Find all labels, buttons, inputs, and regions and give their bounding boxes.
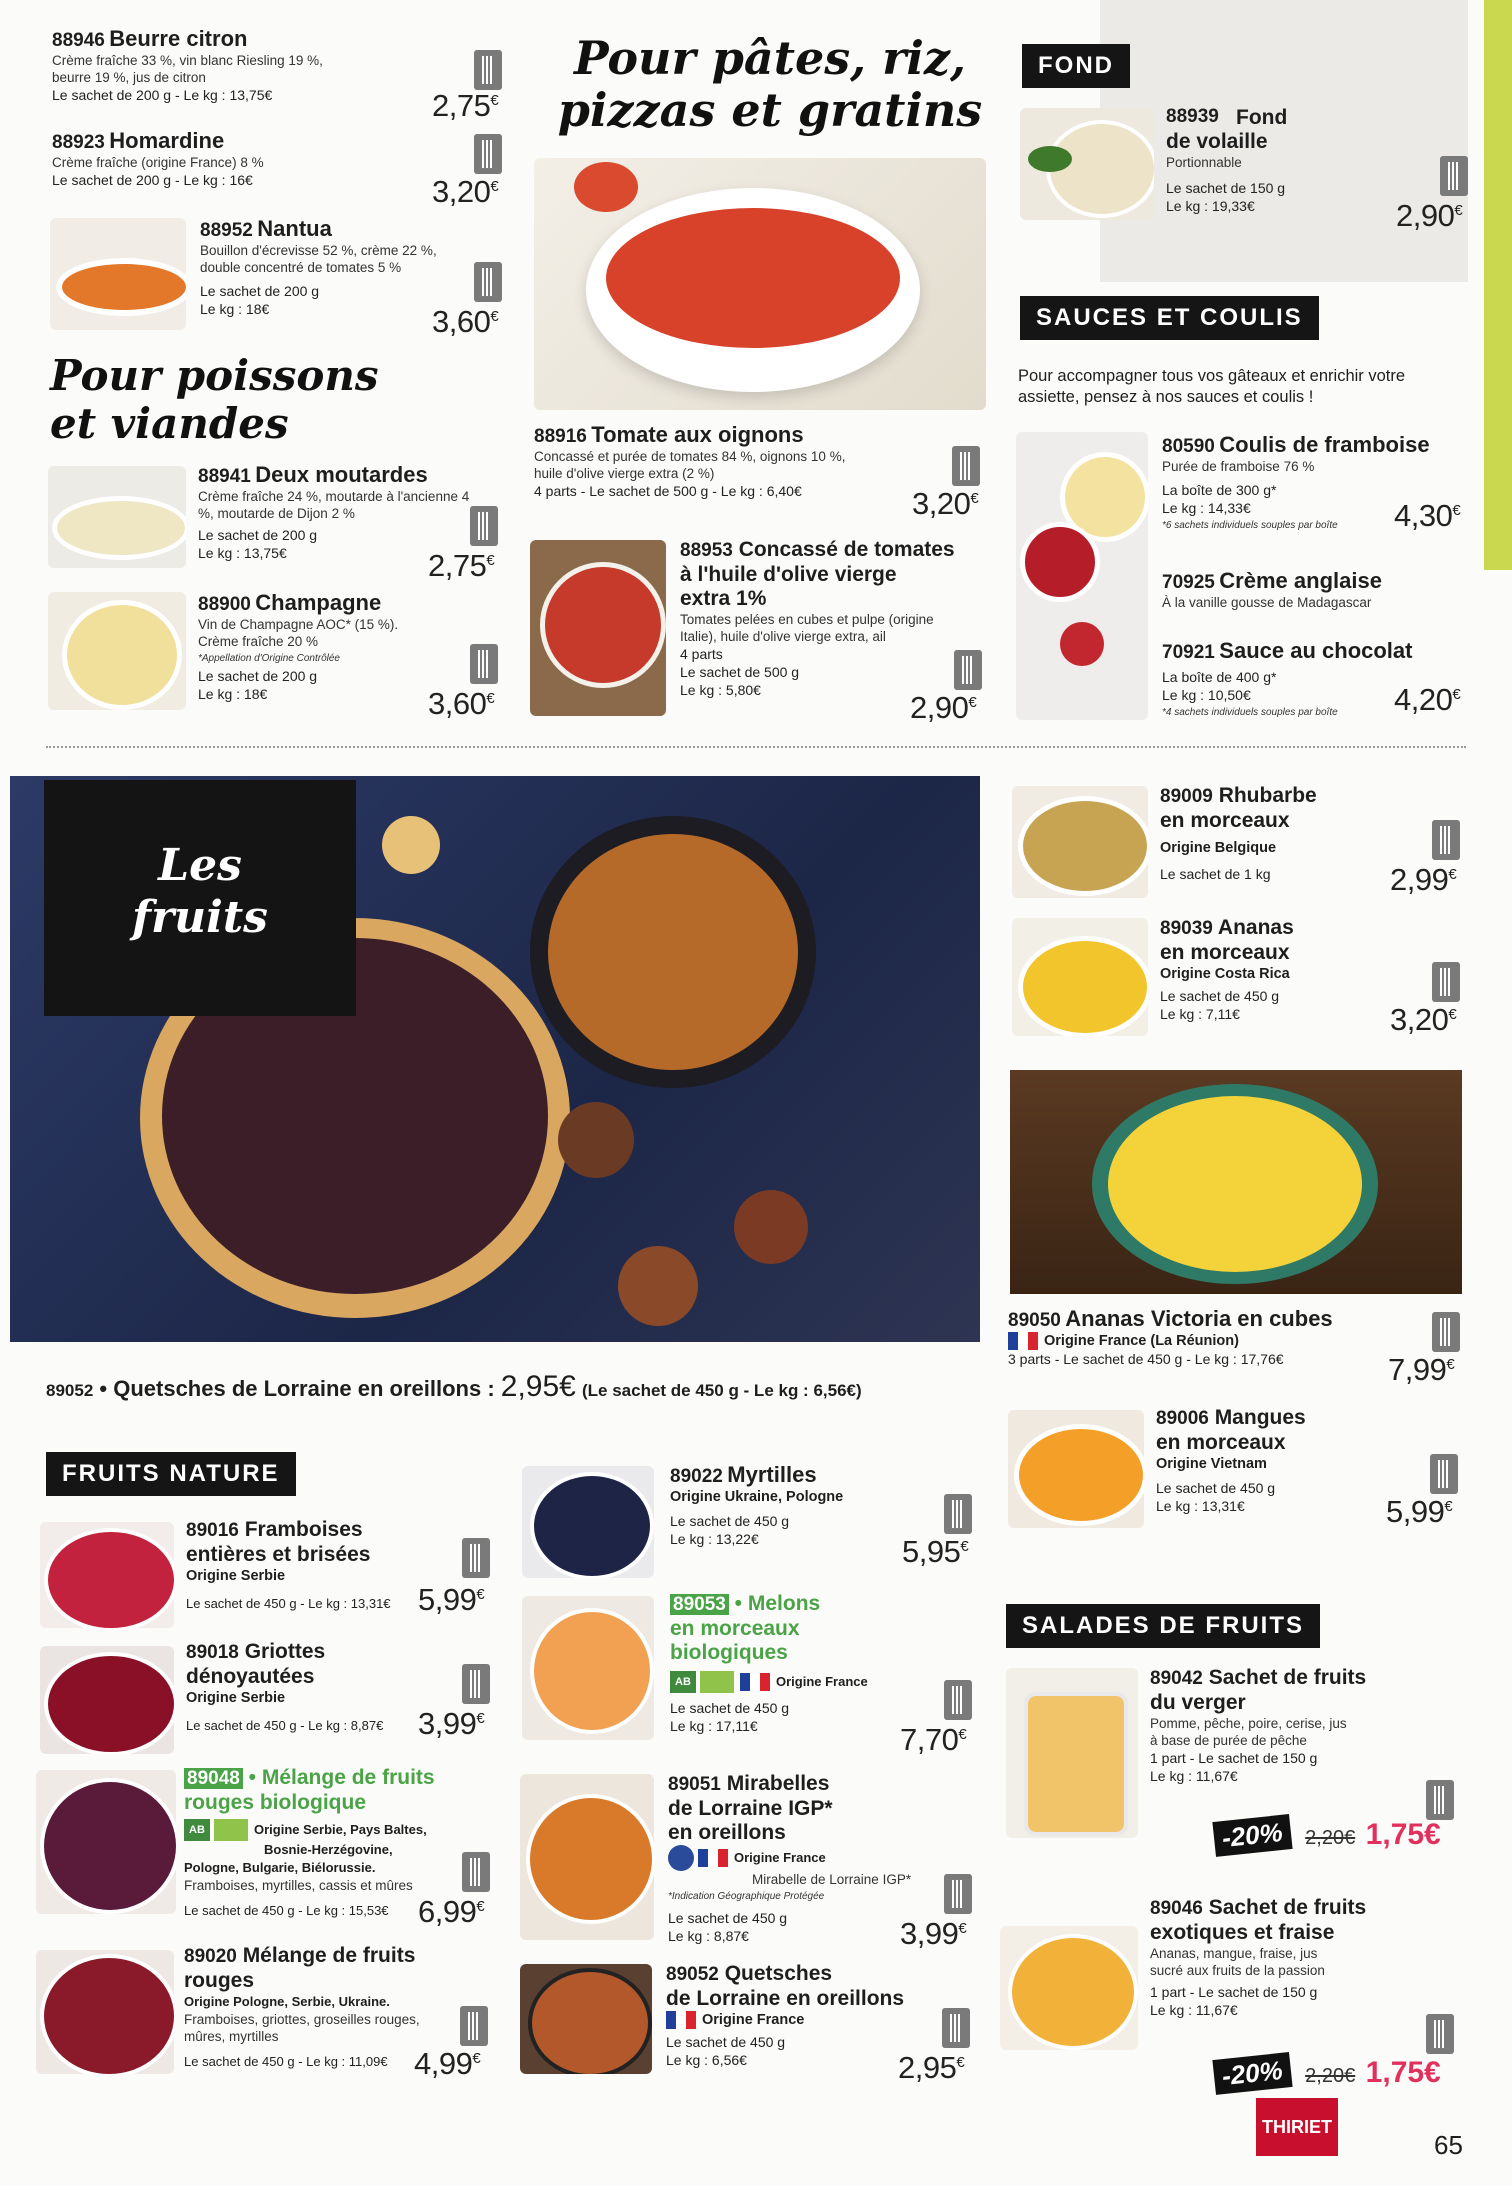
product-origin-line: Bosnie-Herzégovine, [264, 1842, 393, 1857]
product-88953[interactable] [680, 538, 980, 699]
product-name: Ananas [1217, 916, 1294, 939]
product-name: Sachet de fruits [1208, 1896, 1367, 1919]
product-88941[interactable] [198, 462, 488, 562]
product-name: Homardine [109, 128, 225, 153]
price: 5,99€ [1386, 1494, 1453, 1529]
concasse-image [530, 540, 666, 716]
product-pack: La boîte de 400 g* [1162, 669, 1277, 685]
product-name: Coulis de framboise [1219, 432, 1430, 457]
nantua-image [50, 218, 186, 330]
product-origin: Origine Vietnam [1156, 1456, 1267, 1472]
price: 3,20€ [1390, 1002, 1457, 1037]
france-flag-icon [698, 1849, 728, 1867]
product-pack: Le sachet de 200 g [198, 668, 318, 684]
price: 6,99€ [418, 1894, 485, 1929]
product-name: Griottes [244, 1640, 326, 1663]
fork-icon [462, 1852, 490, 1892]
fork-icon [1432, 1312, 1460, 1352]
fruits-rouges-bio-image [36, 1770, 176, 1914]
origin-row [666, 2011, 966, 2029]
product-code: 88916 [534, 426, 587, 447]
product-name: Myrtilles [727, 1462, 817, 1487]
product-pack: Le sachet de 150 g [1166, 180, 1286, 196]
product-desc: Framboises, griottes, groseilles rouges, mûres, myrtilles [184, 2012, 420, 2044]
fork-icon [1440, 156, 1468, 196]
fork-icon [1432, 962, 1460, 1002]
price: 4,99€ [414, 2046, 481, 2081]
product-origin: Origine Serbie [186, 1568, 286, 1584]
old-price: 2,20€ [1305, 1827, 1356, 1849]
product-desc: Pomme, pêche, poire, cerise, jus à base de purée de pêche [1150, 1716, 1347, 1748]
product-89048[interactable]: 89048 • Mélange de fruits rouges biologique AB Origine Serbie, Pays Baltes, Bosnie-Herzégovine, Pologne, Bulgarie, Biélorussie. Framboises, myrtilles, cassis et mûres Le sachet de 450 g - Le kg : 15,53€ [184, 1766, 484, 1920]
product-desc: Portionnable [1166, 155, 1242, 170]
product-name-line: de volaille [1166, 130, 1268, 153]
product-pack: Le kg : 13,75€ [198, 545, 287, 561]
fork-icon [954, 650, 982, 690]
eu-organic-icon [214, 1819, 248, 1841]
product-code: 70921 [1162, 642, 1215, 663]
fork-icon [944, 1874, 972, 1914]
origin-row [184, 1819, 484, 1841]
thiriet-logo: THIRIET [1256, 2098, 1338, 2156]
product-desc: À la vanille gousse de Madagascar [1162, 595, 1372, 610]
product-pack: La boîte de 300 g* [1162, 482, 1277, 498]
product-pack: Le kg : 18€ [200, 301, 270, 317]
product-code: 70925 [1162, 572, 1215, 593]
product-pack: Le kg : 13,31€ [1156, 1498, 1245, 1514]
product-code: 89052 [666, 1964, 719, 1985]
product-pack: Le kg : 7,11€ [1160, 1006, 1240, 1022]
product-parts: 4 parts [680, 646, 723, 662]
ab-label-icon: AB [670, 1671, 696, 1693]
tomato-sauce-image [534, 158, 986, 410]
fork-icon [462, 1664, 490, 1704]
melons-image [522, 1596, 654, 1740]
product-pack: Le sachet de 450 g [670, 1513, 790, 1529]
promo-row [1214, 1818, 1441, 1853]
origin-row [670, 1671, 960, 1693]
product-note: *4 sachets individuels souples par boîte [1162, 707, 1338, 718]
product-code: 89051 [668, 1774, 721, 1795]
product-origin: Origine Pologne, Serbie, Ukraine. [184, 1994, 390, 2009]
product-pack: Le sachet de 450 g [666, 2034, 786, 2051]
product-code: 88900 [198, 594, 251, 615]
product-89006[interactable] [1156, 1406, 1356, 1515]
product-origin-line: Pologne, Bulgarie, Biélorussie. [184, 1860, 376, 1875]
product-name: Sachet de fruits [1208, 1666, 1367, 1689]
product-desc: Bouillon d'écrevisse 52 %, crème 22 %, double concentré de tomates 5 % [200, 243, 437, 275]
quetsches-image [520, 1964, 652, 2074]
product-code: 89042 [1150, 1668, 1203, 1689]
product-pack: Le sachet de 1 kg [1160, 866, 1271, 882]
product-pack: Le kg : 5,80€ [680, 682, 761, 698]
product-origin-line: Mirabelle de Lorraine IGP* [752, 1872, 912, 1887]
product-desc: Concassé et purée de tomates 84 %, oignons 10 %, huile d'olive vierge extra (2 %) [534, 449, 846, 481]
fork-icon [1430, 1454, 1458, 1494]
product-pack: Le sachet de 450 g [668, 1910, 788, 1926]
fork-icon [470, 506, 498, 546]
fork-icon [1432, 820, 1460, 860]
product-desc: Crème fraîche 24 %, moutarde à l'ancienne 4 %, moutarde de Dijon 2 % [198, 489, 470, 521]
product-name: Mangues [1214, 1406, 1306, 1429]
price: 4,20€ [1394, 682, 1461, 717]
product-origin-row [1008, 1332, 1388, 1350]
product-name: Mirabelles [726, 1772, 830, 1795]
product-origin: Origine Ukraine, Pologne [670, 1489, 844, 1505]
section-heading: Pour poissons et viandes [50, 351, 379, 448]
origin-row [668, 1845, 958, 1871]
product-pack: Le kg : 6,56€ [666, 2052, 747, 2069]
product-name-line: en morceaux [1160, 941, 1290, 964]
fork-icon [944, 1680, 972, 1720]
price: 2,95€ [898, 2050, 965, 2085]
product-code: 89039 [1160, 918, 1213, 939]
sauces-image [1016, 432, 1148, 720]
product-pack: (Le sachet de 450 g - Le kg : 6,56€) [581, 1381, 862, 1400]
price: 2,75€ [432, 88, 499, 123]
old-price: 2,20€ [1305, 2065, 1356, 2087]
product-name: Ananas Victoria en cubes [1065, 1306, 1333, 1331]
product-note: *6 sachets individuels souples par boîte [1162, 520, 1338, 531]
product-name: Framboises [244, 1518, 363, 1541]
product-89022[interactable] [670, 1462, 930, 1548]
page-number: 65 [1434, 2130, 1463, 2160]
product-pack: 1 part - Le sachet de 150 g [1150, 1984, 1318, 2000]
eu-organic-icon [700, 1671, 734, 1693]
salade-verger-image [1006, 1668, 1138, 1838]
product-pack: Le sachet de 450 g - Le kg : 13,31€ [186, 1596, 391, 1611]
product-code: 89048 [184, 1768, 243, 1789]
product-name: Nantua [257, 216, 332, 241]
sauces-intro: Pour accompagner tous vos gâteaux et enrichir votre assiette, pensez à nos sauces et coulis ! [1018, 367, 1406, 406]
product-code: 89018 [186, 1642, 239, 1663]
product-name-line: biologiques [670, 1641, 788, 1664]
product-name: Champagne [255, 590, 382, 615]
product-pack: Le sachet de 200 g [198, 527, 318, 543]
moutardes-image [48, 466, 186, 568]
fork-icon [460, 2006, 488, 2046]
product-code: 89006 [1156, 1408, 1209, 1429]
product-pack: Le kg : 8,87€ [668, 1928, 749, 1944]
griottes-image [40, 1646, 174, 1754]
product-pack: 4 parts - Le sachet de 500 g - Le kg : 6,40€ [534, 483, 802, 499]
product-name-line: du verger [1150, 1691, 1246, 1714]
product-origin: Origine Serbie, Pays Baltes, [254, 1821, 427, 1837]
product-desc: Framboises, myrtilles, cassis et mûres [184, 1878, 413, 1893]
igp-seal-icon [668, 1845, 694, 1871]
price: 2,75€ [428, 548, 495, 583]
product-code: 88941 [198, 466, 251, 487]
product-name: Mélange de fruits [242, 1944, 416, 1967]
product-name-line: dénoyautées [186, 1665, 315, 1688]
promo-price: 1,75€ [1365, 2056, 1441, 2089]
discount-badge: -20% [1212, 1814, 1292, 1857]
ab-label-icon: AB [184, 1819, 210, 1841]
ananas-image [1012, 918, 1148, 1036]
product-name: Quetsches de Lorraine en oreillons : [113, 1376, 495, 1401]
product-name: Concassé de tomates [738, 538, 955, 561]
fork-icon [942, 2008, 970, 2048]
product-name: Deux moutardes [255, 462, 428, 487]
product-pack: Le kg : 18€ [198, 686, 268, 702]
product-desc: Ananas, mangue, fraise, jus sucré aux fruits de la passion [1150, 1946, 1325, 1978]
victoria-image [1010, 1070, 1462, 1294]
product-name: Quetsches [724, 1962, 833, 1985]
price: 2,95€ [500, 1370, 576, 1403]
product-name: Beurre citron [109, 26, 248, 51]
fork-icon [470, 644, 498, 684]
product-pack: Le kg : 11,67€ [1150, 2002, 1238, 2018]
mirabelles-image [520, 1774, 654, 1940]
product-code: 88939 [1166, 106, 1219, 127]
product-pack: Le sachet de 450 g [1156, 1480, 1276, 1496]
discount-badge: -20% [1212, 2052, 1292, 2095]
fond-tag: FOND [1022, 44, 1130, 88]
mangues-image [1008, 1410, 1144, 1528]
hero-caption: 89052 • Quetsches de Lorraine en oreillons : 2,95€ (Le sachet de 450 g - Le kg : 6,56€) [46, 1370, 862, 1403]
france-flag-icon [1008, 1332, 1038, 1350]
fork-icon [474, 134, 502, 174]
product-code: 89020 [184, 1946, 237, 1967]
fruits-nature-tag: FRUITS NATURE [46, 1452, 296, 1496]
product-89009[interactable] [1160, 784, 1360, 883]
product-code: 88953 [680, 540, 733, 561]
product-88952[interactable] [200, 216, 480, 318]
product-name-line: entières et brisées [186, 1543, 371, 1566]
framboises-image [40, 1522, 174, 1628]
product-desc: Purée de framboise 76 % [1162, 459, 1315, 474]
product-name-line: à l'huile d'olive vierge [680, 563, 897, 586]
product-desc: Crème fraîche 33 %, vin blanc Riesling 19 %, beurre 19 %, jus de citron [52, 53, 323, 85]
product-pack: Le sachet de 450 g [1160, 988, 1280, 1004]
product-pack: Le sachet de 200 g [200, 283, 320, 299]
price: 4,30€ [1394, 498, 1461, 533]
fork-icon [1426, 2014, 1454, 2054]
product-code: 80590 [1162, 436, 1215, 457]
product-code: 88952 [200, 220, 253, 241]
product-89046[interactable] [1150, 1896, 1450, 2019]
product-code: 89016 [186, 1520, 239, 1541]
product-name-line: exotiques et fraise [1150, 1921, 1335, 1944]
product-name-line: en morceaux [1156, 1431, 1286, 1454]
product-name-line: en oreillons [668, 1821, 786, 1844]
product-pack: Le kg : 11,67€ [1150, 1768, 1238, 1784]
product-pack: 1 part - Le sachet de 150 g [1150, 1750, 1318, 1766]
product-origin: Origine France [702, 2012, 805, 2028]
price: 2,90€ [1396, 198, 1463, 233]
product-pack: Le sachet de 450 g [670, 1700, 790, 1716]
product-origin: Origine France [776, 1673, 868, 1689]
price: 2,99€ [1390, 862, 1457, 897]
price: 7,99€ [1388, 1352, 1455, 1387]
product-name-line: extra 1% [680, 587, 767, 610]
price: 5,99€ [418, 1582, 485, 1617]
price: 3,60€ [428, 686, 495, 721]
product-code: 88923 [52, 132, 105, 153]
product-note: *Appellation d'Origine Contrôlée [198, 653, 340, 664]
product-pack: Le kg : 10,50€ [1162, 687, 1251, 703]
fork-icon [462, 1538, 490, 1578]
product-note: *Indication Géographique Protégée [668, 1891, 825, 1902]
product-pack: 3 parts - Le sachet de 450 g - Le kg : 17,76€ [1008, 1351, 1284, 1368]
france-flag-icon [666, 2011, 696, 2029]
france-flag-icon [740, 1673, 770, 1691]
product-code: 89053 [670, 1594, 729, 1615]
product-code: 89050 [1008, 1310, 1061, 1331]
product-name-line: rouges biologique [184, 1791, 366, 1814]
fond-image [1020, 108, 1154, 220]
product-origin: Origine Belgique [1160, 840, 1277, 856]
product-desc: Crème fraîche (origine France) 8 % [52, 155, 264, 170]
product-name-line: rouges [184, 1969, 255, 1992]
product-code: 89046 [1150, 1898, 1203, 1919]
price: 2,90€ [910, 690, 977, 725]
price: 5,95€ [902, 1534, 969, 1569]
rhubarbe-image [1012, 786, 1148, 898]
product-pack: Le sachet de 450 g - Le kg : 11,09€ [184, 2054, 388, 2069]
product-origin: Origine France (La Réunion) [1044, 1333, 1239, 1349]
product-origin: Origine France [734, 1849, 826, 1865]
product-origin: Origine Costa Rica [1160, 966, 1290, 982]
product-code: 89022 [670, 1466, 723, 1487]
price: 3,99€ [900, 1916, 967, 1951]
section-heading: Pour pâtes, riz, pizzas et gratins [557, 31, 983, 137]
product-pack: Le kg : 19,33€ [1166, 198, 1255, 214]
myrtilles-image [522, 1466, 654, 1578]
product-pack: Le kg : 17,11€ [670, 1718, 758, 1734]
price: 3,60€ [432, 304, 499, 339]
product-70925[interactable] [1162, 568, 1482, 611]
product-desc: Tomates pelées en cubes et pulpe (origine Italie), huile d'olive vierge extra, ail [680, 612, 934, 644]
sauces-tag: SAUCES ET COULIS [1020, 296, 1319, 340]
product-desc: Vin de Champagne AOC* (15 %). Crème fraîche 20 % [198, 617, 399, 649]
champagne-image [48, 592, 186, 710]
product-88923[interactable] [52, 128, 452, 189]
salade-exotique-image [1000, 1926, 1138, 2050]
product-89042[interactable] [1150, 1666, 1450, 1785]
fork-icon [474, 50, 502, 90]
product-name: Sauce au chocolat [1219, 638, 1413, 663]
price: 3,99€ [418, 1706, 485, 1741]
fork-icon [1426, 1780, 1454, 1820]
product-88939[interactable] [1166, 106, 1366, 215]
product-code: 89009 [1160, 786, 1213, 807]
fruits-rouges-image [36, 1950, 174, 2074]
product-name-line: de Lorraine en oreillons [666, 1987, 905, 2010]
product-pack: Le kg : 13,22€ [670, 1531, 759, 1547]
product-pack: Le sachet de 500 g [680, 664, 800, 680]
price: 3,20€ [912, 486, 979, 521]
fork-icon [952, 446, 980, 486]
product-name: Melons [747, 1592, 821, 1615]
fruits-label: Les fruits [132, 840, 268, 943]
product-name: Crème anglaise [1219, 568, 1382, 593]
product-pack: Le sachet de 450 g - Le kg : 8,87€ [186, 1718, 384, 1733]
product-name-line: en morceaux [1160, 809, 1290, 832]
fork-icon [474, 262, 502, 302]
product-name-line: en morceaux [670, 1617, 800, 1640]
product-name: Mélange de fruits [261, 1766, 435, 1789]
product-pack: Le sachet de 450 g - Le kg : 15,53€ [184, 1903, 389, 1918]
fork-icon [944, 1494, 972, 1534]
product-name-line: de Lorraine IGP* [668, 1797, 833, 1820]
product-name: Tomate aux oignons [591, 422, 804, 447]
product-pack: Le kg : 14,33€ [1162, 500, 1251, 516]
product-name: Fond [1236, 106, 1288, 129]
product-89050[interactable] [1008, 1306, 1388, 1368]
price: 3,20€ [432, 174, 499, 209]
product-code: 89052 [46, 1381, 94, 1400]
lime-edge [1484, 0, 1512, 570]
product-code: 88946 [52, 30, 105, 51]
promo-row [1214, 2056, 1441, 2091]
product-pack: Le sachet de 200 g - Le kg : 13,75€ [52, 87, 273, 103]
promo-price: 1,75€ [1365, 1818, 1441, 1851]
price: 7,70€ [900, 1722, 967, 1757]
product-89053[interactable]: 89053 • Melons en morceaux biologiques AB Origine France Le sachet de 450 g Le kg : 17,11€ [670, 1592, 960, 1735]
salades-tag: SALADES DE FRUITS [1006, 1604, 1320, 1648]
divider [46, 746, 1466, 748]
product-origin: Origine Serbie [186, 1690, 286, 1706]
product-89039[interactable] [1160, 916, 1360, 1023]
product-pack: Le sachet de 200 g - Le kg : 16€ [52, 172, 253, 188]
product-name: Rhubarbe [1218, 784, 1317, 807]
product-88916[interactable] [534, 422, 954, 500]
